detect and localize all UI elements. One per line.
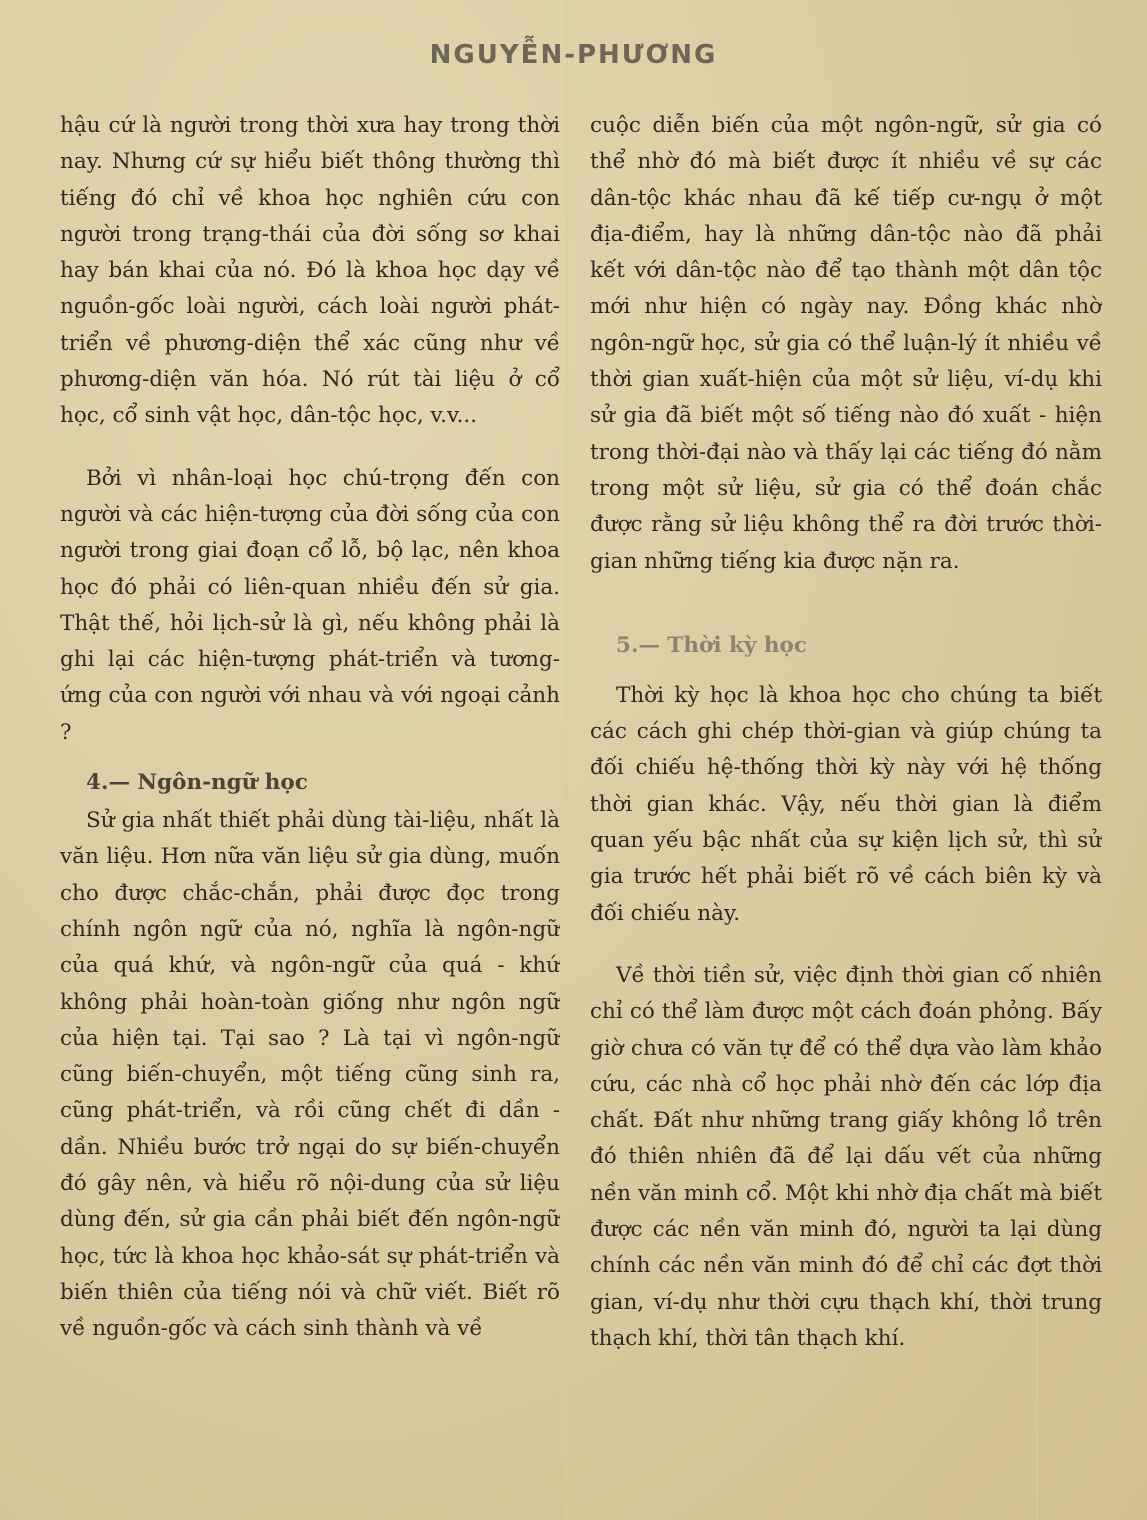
paragraph-linguistics-continued: cuộc diễn biến của một ngôn-ngữ, sử gia có thể nhờ đó mà biết được ít nhiều về sự các dân-tộc khác nhau đã kế tiếp cư-ngụ ở một địa-điểm, hay là những dân-tộc nào đã phải kết với dân-tộc nào để tạo thành một dân tộc mới như hiện có ngày nay. Đồng khác nhờ ngôn-ngữ học, sử gia có thể luận-lý ít nhiều về thời gian xuất-hiện của một sử liệu, ví-dụ khi sử gia đã biết một số tiếng nào đó xuất - hiện trong thời-đại nào và thấy lại các tiếng đó nằm trong một sử liệu, sử gia có thể đoán chắc được rằng sử liệu không thể ra đời trước thời-gian những tiếng kia được nặn ra. bbox=[590, 113, 1102, 574]
section-heading-linguistics: 4.— Ngôn-ngữ học bbox=[86, 770, 308, 796]
left-column bbox=[60, 108, 560, 1508]
section-heading-chronology: 5.— Thời kỳ học bbox=[616, 632, 807, 658]
running-head-title: NGUYỄN-PHƯƠNG bbox=[429, 40, 718, 70]
paragraph-anthropology-relation: Bởi vì nhân-loại học chú-trọng đến con người và các hiện-tượng của đời sống của con người trong giai đoạn cổ lỗ, bộ lạc, nên khoa học đó phải có liên-quan nhiều đến sử gia. Thật thế, hỏi lịch-sử là gì, nếu không phải là ghi lại các hiện-tượng phát-triển và tương-ứng của con người với nhau và với ngoại cảnh ? bbox=[60, 465, 560, 745]
right-column bbox=[590, 108, 1102, 1508]
paragraph-prehistory: Về thời tiền sử, việc định thời gian cố nhiên chỉ có thể làm được một cách đoán phỏng. Bấy giờ chưa có văn tự để có thể dựa vào làm khảo cứu, các nhà cổ học phải nhờ đến các lớp địa chất. Đất như những trang giấy không lồ trên đó thiên nhiên đã để lại dấu vết của những nền văn minh cổ. Một khi nhờ địa chất mà biết được các nền văn minh đó, người ta lại dùng chính các nền văn minh đó để chỉ các đợt thời gian, ví-dụ như thời cựu thạch khí, thời trung thạch khí, thời tân thạch khí. bbox=[590, 962, 1102, 1351]
scan-seam-line bbox=[566, 0, 568, 1520]
paragraph-linguistics: Sử gia nhất thiết phải dùng tài-liệu, nhất là văn liệu. Hơn nữa văn liệu sử gia dùng, muốn cho được chắc-chắn, phải được đọc trong chính ngôn ngữ của nó, nghĩa là ngôn-ngữ của quá khứ, và ngôn-ngữ của quá - khứ không phải hoàn-toàn giống như ngôn ngữ của hiện tại. Tại sao ? Là tại vì ngôn-ngữ cũng biến-chuyển, một tiếng cũng sinh ra, cũng phát-triển, và rồi cũng chết đi dần - dần. Nhiều bước trở ngại do sự biến-chuyển đó gây nên, và hiểu rõ nội-dung của sử liệu dùng đến, sử gia cần phải biết đến ngôn-ngữ học, tức là khoa học khảo-sát sự phát-triển và biến thiên của tiếng nói và chữ viết. Biết rõ về nguồn-gốc và cách sinh thành và về bbox=[60, 808, 560, 1342]
paragraph-chronology: Thời kỳ học là khoa học cho chúng ta biết các cách ghi chép thời-gian và giúp chúng ta đối chiếu hệ-thống thời kỳ này với hệ thống thời gian khác. Vậy, nếu thời gian là điểm quan yếu bậc nhất của sự kiện lịch sử, thì sử gia trước hết phải biết rõ về cách biên kỳ và đối chiếu này. bbox=[590, 682, 1102, 926]
paragraph-anthropology-continued: hậu cứ là người trong thời xưa hay trong thời nay. Nhưng cứ sự hiểu biết thông thường thì tiếng đó chỉ về khoa học nghiên cứu con người trong trạng-thái của đời sống sơ khai hay bán khai của nó. Đó là khoa học dạy về nguồn-gốc loài người, cách loài người phát-triển về phương-diện thể xác cũng như về phương-diện văn hóa. Nó rút tài liệu ở cổ học, cổ sinh vật học, dân-tộc học, v.v... bbox=[60, 113, 560, 429]
